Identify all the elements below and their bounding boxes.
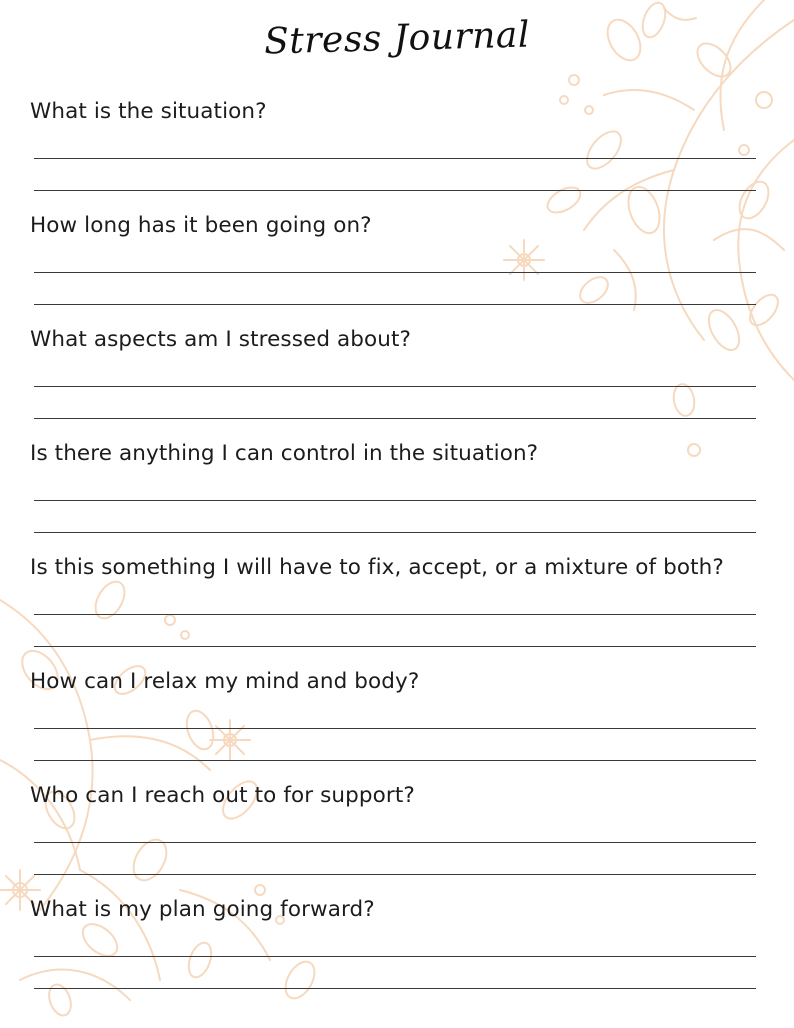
answer-line[interactable] xyxy=(34,158,756,159)
question-section xyxy=(30,438,756,533)
answer-line[interactable] xyxy=(34,842,756,843)
question-text: What is my plan going forward? xyxy=(30,897,375,922)
question-text: What is the situation? xyxy=(30,99,267,124)
question-text: Who can I reach out to for support? xyxy=(30,783,415,808)
question-section xyxy=(30,552,756,647)
question-text: Is there anything I can control in the situation? xyxy=(30,441,539,466)
question-text: What aspects am I stressed about? xyxy=(30,327,412,352)
question-section xyxy=(30,96,756,191)
question-text: Is this something I will have to fix, accept, or a mixture of both? xyxy=(30,555,724,580)
answer-line[interactable] xyxy=(34,988,756,989)
answer-line[interactable] xyxy=(34,500,756,501)
answer-line[interactable] xyxy=(34,728,756,729)
question-section xyxy=(30,324,756,419)
question-section xyxy=(30,894,756,989)
answer-line[interactable] xyxy=(34,614,756,615)
answer-line[interactable] xyxy=(34,956,756,957)
question-text: How can I relax my mind and body? xyxy=(30,669,420,694)
question-section xyxy=(30,210,756,305)
journal-questions xyxy=(30,96,756,989)
answer-line[interactable] xyxy=(34,272,756,273)
question-text: How long has it been going on? xyxy=(30,213,372,238)
question-section xyxy=(30,666,756,761)
answer-line[interactable] xyxy=(34,386,756,387)
page-title: Stress Journal xyxy=(263,14,531,63)
question-section xyxy=(30,780,756,875)
